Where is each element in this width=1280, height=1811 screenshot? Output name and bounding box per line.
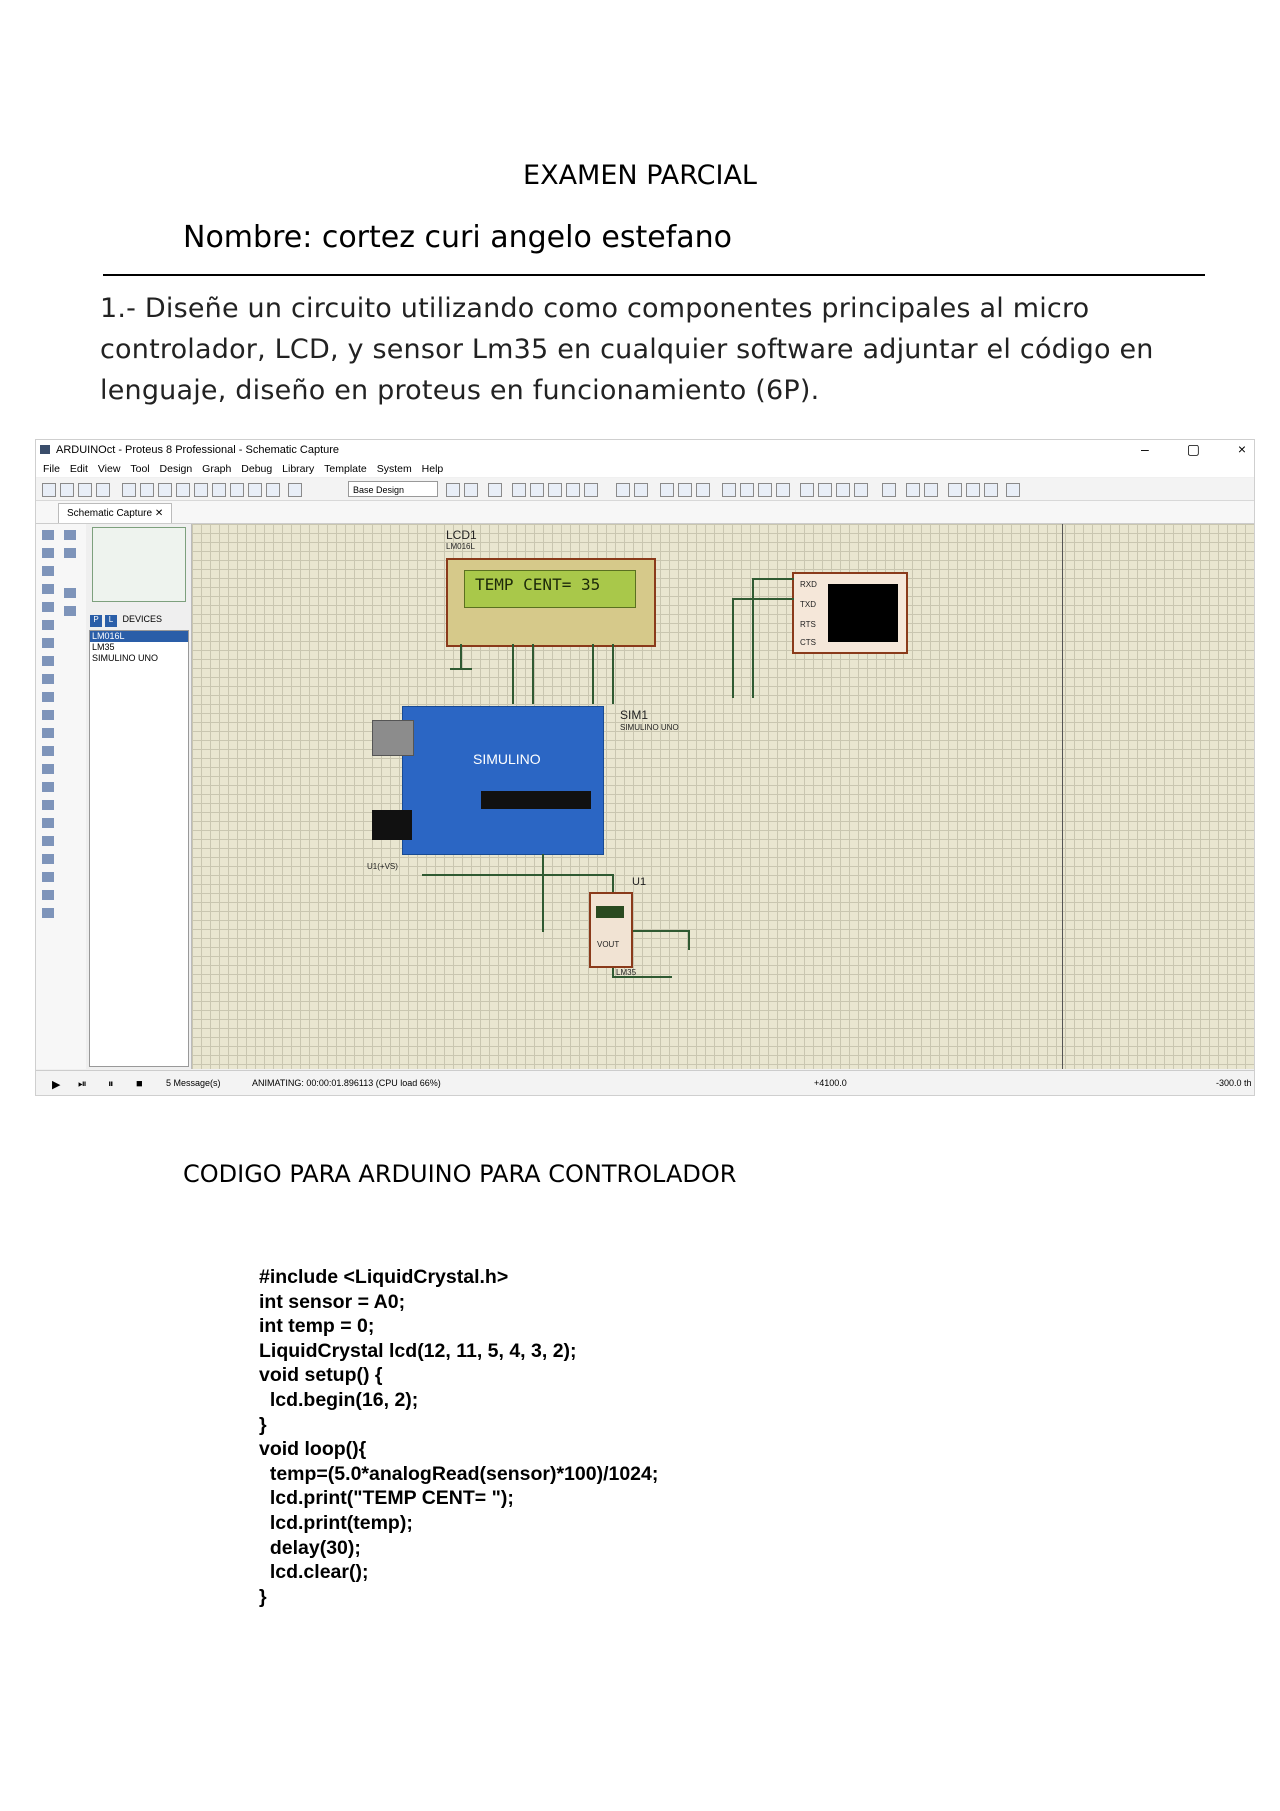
ground-wire xyxy=(460,644,462,668)
tape-recorder-icon[interactable] xyxy=(42,710,54,720)
lcd-screen: TEMP CENT= 35 xyxy=(464,570,636,608)
messages-count[interactable]: 5 Message(s) xyxy=(166,1078,221,1088)
bom-icon[interactable] xyxy=(212,483,226,497)
symbol-icon[interactable] xyxy=(42,890,54,900)
device-item[interactable]: LM35 xyxy=(92,642,115,652)
code-line: } xyxy=(259,1585,267,1608)
device-pins-icon[interactable] xyxy=(42,674,54,684)
refresh-icon[interactable] xyxy=(446,483,460,497)
student-name: Nombre: cortez curi angelo estefano xyxy=(183,220,732,255)
stop-icon[interactable]: ■ xyxy=(136,1078,143,1090)
help-icon[interactable] xyxy=(288,483,302,497)
arduino-ref-label: SIM1 xyxy=(620,708,649,722)
terminal-pin: RTS xyxy=(800,620,816,629)
generator-icon[interactable] xyxy=(42,728,54,738)
code-line: lcd.clear(); xyxy=(259,1561,369,1584)
gerber-icon[interactable] xyxy=(176,483,190,497)
component-mode-icon[interactable] xyxy=(42,548,54,558)
menu-debug[interactable]: Debug xyxy=(241,463,273,475)
probe-label: U1(+VS) xyxy=(367,862,398,871)
block-copy-icon[interactable] xyxy=(722,483,736,497)
block-move-icon[interactable] xyxy=(740,483,754,497)
tab-schematic-capture[interactable]: Schematic Capture ✕ xyxy=(58,503,172,523)
pick-devices-button[interactable]: P xyxy=(90,615,102,627)
code-line: } xyxy=(259,1413,267,1436)
devices-label: DEVICES xyxy=(122,614,163,624)
question-text: 1.- Diseñe un circuito utilizando como componentes principales al micro controlador, LCD, y sensor Lm35 en cualquier software adjuntar el código en lenguaje, diseño en proteus en funcionamiento (6P). xyxy=(100,293,1154,406)
menu-file[interactable]: File xyxy=(43,463,60,475)
code-line: void setup() { xyxy=(259,1364,383,1387)
code-line: lcd.print("TEMP CENT= "); xyxy=(259,1487,514,1510)
code-line: delay(30); xyxy=(259,1536,361,1559)
devices-header xyxy=(90,614,162,627)
wire xyxy=(612,644,614,704)
menu-system[interactable]: System xyxy=(376,463,412,475)
device-panel xyxy=(86,524,192,1069)
block-delete-icon[interactable] xyxy=(776,483,790,497)
wire xyxy=(422,874,612,876)
code-line: temp=(5.0*analogRead(sensor)*100)/1024; xyxy=(259,1462,659,1485)
usb-connector xyxy=(372,720,414,756)
menubar xyxy=(36,460,1254,477)
code-line: lcd.begin(16, 2); xyxy=(259,1388,419,1411)
virtual-instruments-icon[interactable] xyxy=(42,764,54,774)
code-block xyxy=(259,1265,658,1609)
terminal-pin: CTS xyxy=(800,638,816,647)
pan-icon[interactable] xyxy=(512,483,526,497)
source-code-icon[interactable] xyxy=(230,483,244,497)
terminals-icon[interactable] xyxy=(42,656,54,666)
3d-icon[interactable] xyxy=(194,483,208,497)
save-icon[interactable] xyxy=(78,483,92,497)
line-icon[interactable] xyxy=(42,782,54,792)
decompose-icon[interactable] xyxy=(854,483,868,497)
code-line: int sensor = A0; xyxy=(259,1290,406,1313)
window-title: ARDUINOct - Proteus 8 Professional - Schematic Capture xyxy=(56,444,340,456)
menu-library[interactable]: Library xyxy=(282,463,315,475)
wire xyxy=(630,930,690,932)
animation-status: ANIMATING: 00:00:01.896113 (CPU load 66%) xyxy=(252,1078,441,1088)
wire xyxy=(752,578,754,698)
copy-icon[interactable] xyxy=(678,483,692,497)
close-project-icon[interactable] xyxy=(96,483,110,497)
lcd-model-label: LM016L xyxy=(446,542,475,551)
library-button[interactable]: L xyxy=(105,615,117,627)
menu-template[interactable]: Template xyxy=(324,463,367,475)
wire xyxy=(592,644,594,704)
terminal-screen xyxy=(828,584,898,642)
wire xyxy=(532,644,534,704)
terminal-pin: RXD xyxy=(800,580,817,589)
menu-help[interactable]: Help xyxy=(421,463,444,475)
home-icon[interactable] xyxy=(122,483,136,497)
arduino-model-label: SIMULINO UNO xyxy=(620,723,679,732)
sensor-model-label: LM35 xyxy=(616,968,637,977)
code-section-title: CODIGO PARA ARDUINO PARA CONTROLADOR xyxy=(183,1160,737,1188)
circle-icon[interactable] xyxy=(42,818,54,828)
page-title: EXAMEN PARCIAL xyxy=(523,160,757,191)
code-line: LiquidCrystal lcd(12, 11, 5, 4, 3, 2); xyxy=(259,1339,577,1362)
minimize-button[interactable]: – xyxy=(1141,441,1149,457)
tabbar xyxy=(36,501,1254,524)
unit-label: th xyxy=(1244,1078,1252,1088)
rotate-cw-icon[interactable] xyxy=(64,530,76,540)
code-line: #include <LiquidCrystal.h> xyxy=(259,1266,509,1288)
remove-sheet-icon[interactable] xyxy=(966,483,980,497)
redo-icon[interactable] xyxy=(634,483,648,497)
graph-icon[interactable] xyxy=(42,692,54,702)
mirror-x-icon[interactable] xyxy=(64,588,76,598)
menu-graph[interactable]: Graph xyxy=(202,463,232,475)
close-button[interactable]: × xyxy=(1237,441,1246,457)
voltage-probe-icon[interactable] xyxy=(42,746,54,756)
wire-autorouter-icon[interactable] xyxy=(882,483,896,497)
window-controls xyxy=(1107,441,1246,458)
wire-label-icon[interactable] xyxy=(42,584,54,594)
mode-toolbar xyxy=(36,524,87,1069)
new-icon[interactable] xyxy=(42,483,56,497)
sensor-display xyxy=(596,906,624,918)
property-assign-icon[interactable] xyxy=(924,483,938,497)
app-icon xyxy=(40,445,50,454)
power-jack xyxy=(372,810,412,840)
exit-to-parent-icon[interactable] xyxy=(984,483,998,497)
step-icon[interactable]: ⏯ xyxy=(78,1078,87,1090)
cut-icon[interactable] xyxy=(660,483,674,497)
ground-symbol xyxy=(450,668,472,670)
code-line: int temp = 0; xyxy=(259,1315,375,1338)
zoom-out-icon[interactable] xyxy=(548,483,562,497)
microcontroller-chip xyxy=(481,791,591,809)
schematic-icon[interactable] xyxy=(140,483,154,497)
wire xyxy=(752,578,794,580)
path-icon[interactable] xyxy=(42,854,54,864)
device-item[interactable]: LM016L xyxy=(90,631,188,642)
schematic-canvas[interactable] xyxy=(192,524,1254,1069)
undo-icon[interactable] xyxy=(616,483,630,497)
subcircuit-icon[interactable] xyxy=(42,638,54,648)
rotate-ccw-icon[interactable] xyxy=(64,548,76,558)
pause-icon[interactable]: ⏸ xyxy=(108,1078,114,1090)
window-titlebar xyxy=(36,440,1254,460)
x-coordinate: +4100.0 xyxy=(814,1078,847,1088)
electrical-rule-check-icon[interactable] xyxy=(1006,483,1020,497)
block-rotate-icon[interactable] xyxy=(758,483,772,497)
wire xyxy=(612,874,614,894)
lm35-sensor[interactable] xyxy=(589,892,633,968)
proteus-screenshot xyxy=(35,439,1255,1096)
box-icon[interactable] xyxy=(42,800,54,810)
sheet-border xyxy=(1062,524,1063,1069)
toolbar xyxy=(36,478,1254,501)
sensor-ref-label: U1 xyxy=(632,876,647,888)
y-coordinate: -300.0 xyxy=(1216,1078,1242,1088)
report-icon[interactable] xyxy=(266,483,280,497)
open-icon[interactable] xyxy=(60,483,74,497)
wire xyxy=(732,598,734,698)
menu-design[interactable]: Design xyxy=(159,463,193,475)
arduino-board[interactable] xyxy=(402,706,604,855)
wire xyxy=(732,598,794,600)
packaging-icon[interactable] xyxy=(836,483,850,497)
arc-icon[interactable] xyxy=(42,836,54,846)
junction-dot-icon[interactable] xyxy=(42,566,54,576)
device-list xyxy=(89,630,189,1067)
zoom-all-icon[interactable] xyxy=(566,483,580,497)
overview-preview xyxy=(92,527,186,602)
mirror-y-icon[interactable] xyxy=(64,606,76,616)
menu-view[interactable]: View xyxy=(97,463,121,475)
vout-pin-label: VOUT xyxy=(597,940,620,949)
paste-icon[interactable] xyxy=(696,483,710,497)
search-icon[interactable] xyxy=(906,483,920,497)
buses-icon[interactable] xyxy=(42,620,54,630)
make-device-icon[interactable] xyxy=(818,483,832,497)
play-icon[interactable]: ▶ xyxy=(52,1079,61,1091)
lcd-ref-label: LCD1 xyxy=(446,528,477,542)
marker-icon[interactable] xyxy=(42,908,54,918)
zoom-in-icon[interactable] xyxy=(530,483,544,497)
notes-icon[interactable] xyxy=(248,483,262,497)
maximize-button[interactable]: ▢ xyxy=(1186,441,1200,457)
design-select[interactable]: Base Design xyxy=(348,481,438,497)
wire xyxy=(512,644,514,704)
pcb-icon[interactable] xyxy=(158,483,172,497)
grid-icon[interactable] xyxy=(464,483,478,497)
new-sheet-icon[interactable] xyxy=(948,483,962,497)
menu-edit[interactable]: Edit xyxy=(69,463,88,475)
device-item[interactable]: SIMULINO UNO xyxy=(92,653,159,663)
menu-tool[interactable]: Tool xyxy=(130,463,150,475)
lcd-display[interactable] xyxy=(446,558,656,647)
selection-mode-icon[interactable] xyxy=(42,530,54,540)
terminal-pin: TXD xyxy=(800,600,816,609)
code-line: lcd.print(temp); xyxy=(259,1511,413,1534)
divider xyxy=(103,274,1205,276)
text-script-icon[interactable] xyxy=(42,602,54,612)
statusbar xyxy=(36,1070,1254,1095)
zoom-area-icon[interactable] xyxy=(584,483,598,497)
wire xyxy=(688,930,690,950)
text-icon[interactable] xyxy=(42,872,54,882)
code-line: void loop(){ xyxy=(259,1438,367,1461)
arduino-logo: SIMULINO xyxy=(473,751,541,767)
virtual-terminal[interactable] xyxy=(792,572,908,654)
pick-device-icon[interactable] xyxy=(800,483,814,497)
wire xyxy=(542,854,544,932)
origin-icon[interactable] xyxy=(488,483,502,497)
